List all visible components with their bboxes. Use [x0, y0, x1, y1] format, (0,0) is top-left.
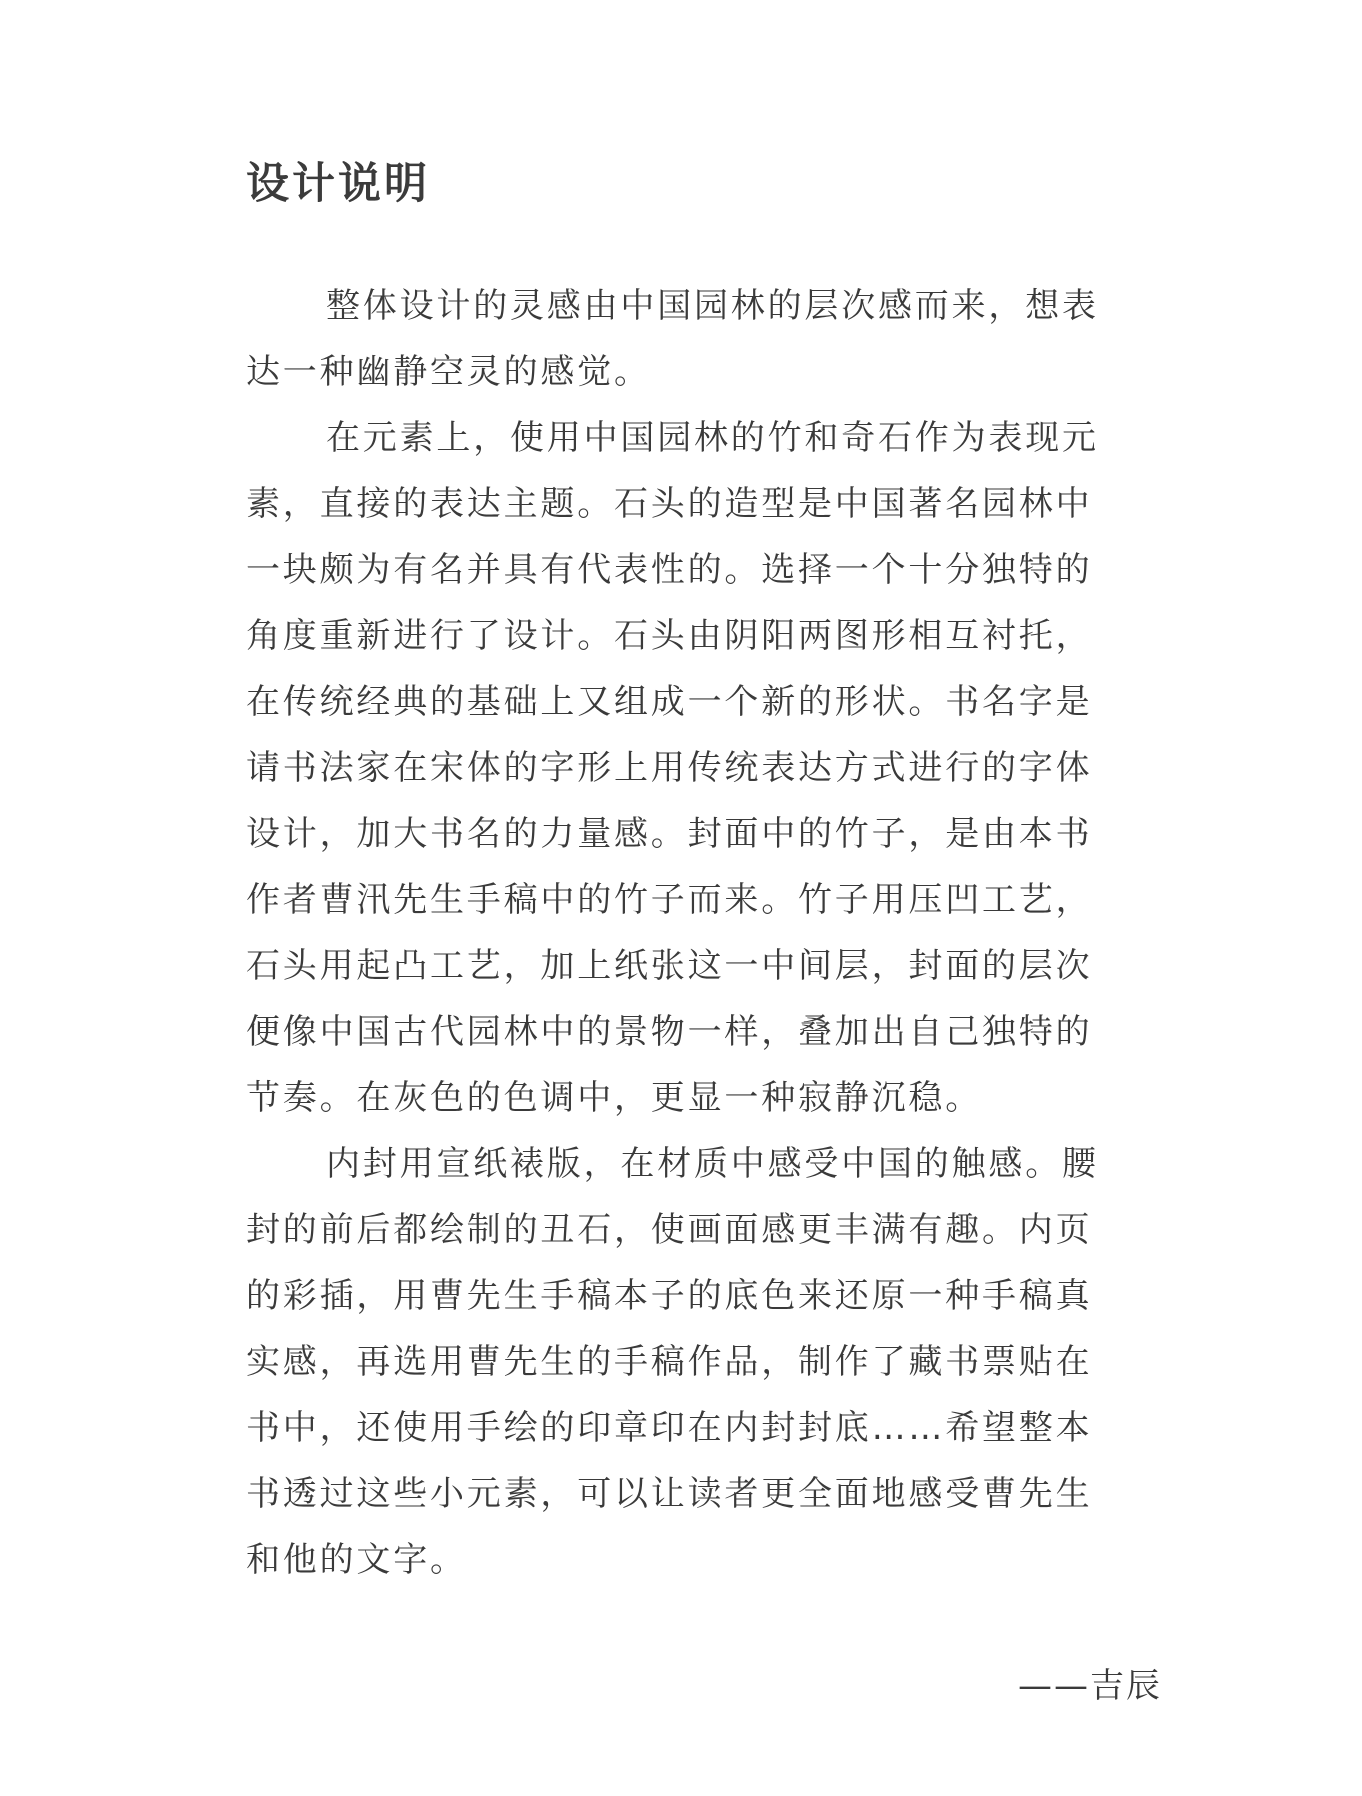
text-line: 的彩插，用曹先生手稿本子的底色来还原一种手稿真 — [246, 1276, 1093, 1316]
text-line: 实感，再选用曹先生的手稿作品，制作了藏书票贴在 — [246, 1342, 1093, 1382]
text-line: 在元素上，使用中国园林的竹和奇石作为表现元 — [326, 418, 1099, 458]
text-line: 书中，还使用手绘的印章印在内封封底……希望整本 — [246, 1408, 1093, 1448]
page-title: 设计说明 — [246, 159, 430, 209]
text-line: 达一种幽静空灵的感觉。 — [246, 352, 651, 392]
text-line: 一块颇为有名并具有代表性的。选择一个十分独特的 — [246, 550, 1093, 590]
body-text — [246, 273, 1166, 1593]
text-line: 节奏。在灰色的色调中，更显一种寂静沉稳。 — [246, 1078, 982, 1118]
text-line: 请书法家在宋体的字形上用传统表达方式进行的字体 — [246, 748, 1093, 788]
text-line: 角度重新进行了设计。石头由阴阳两图形相互衬托， — [246, 616, 1093, 656]
text-line: 内封用宣纸裱版，在材质中感受中国的触感。腰 — [326, 1144, 1099, 1184]
text-line: 封的前后都绘制的丑石，使画面感更丰满有趣。内页 — [246, 1210, 1093, 1250]
paragraph-3 — [246, 1131, 1166, 1593]
paragraph-2 — [246, 405, 1166, 1131]
text-line: 在传统经典的基础上又组成一个新的形状。书名字是 — [246, 682, 1093, 722]
text-line: 书透过这些小元素，可以让读者更全面地感受曹先生 — [246, 1474, 1093, 1514]
signature: ——吉辰 — [1018, 1666, 1162, 1706]
text-line: 石头用起凸工艺，加上纸张这一中间层，封面的层次 — [246, 946, 1093, 986]
text-line: 整体设计的灵感由中国园林的层次感而来，想表 — [326, 286, 1099, 326]
paragraph-1 — [246, 273, 1166, 405]
text-line: 和他的文字。 — [246, 1540, 467, 1580]
text-line: 素，直接的表达主题。石头的造型是中国著名园林中 — [246, 484, 1093, 524]
text-line: 作者曹汛先生手稿中的竹子而来。竹子用压凹工艺， — [246, 880, 1093, 920]
text-line: 设计，加大书名的力量感。封面中的竹子，是由本书 — [246, 814, 1093, 854]
text-line: 便像中国古代园林中的景物一样，叠加出自己独特的 — [246, 1012, 1093, 1052]
